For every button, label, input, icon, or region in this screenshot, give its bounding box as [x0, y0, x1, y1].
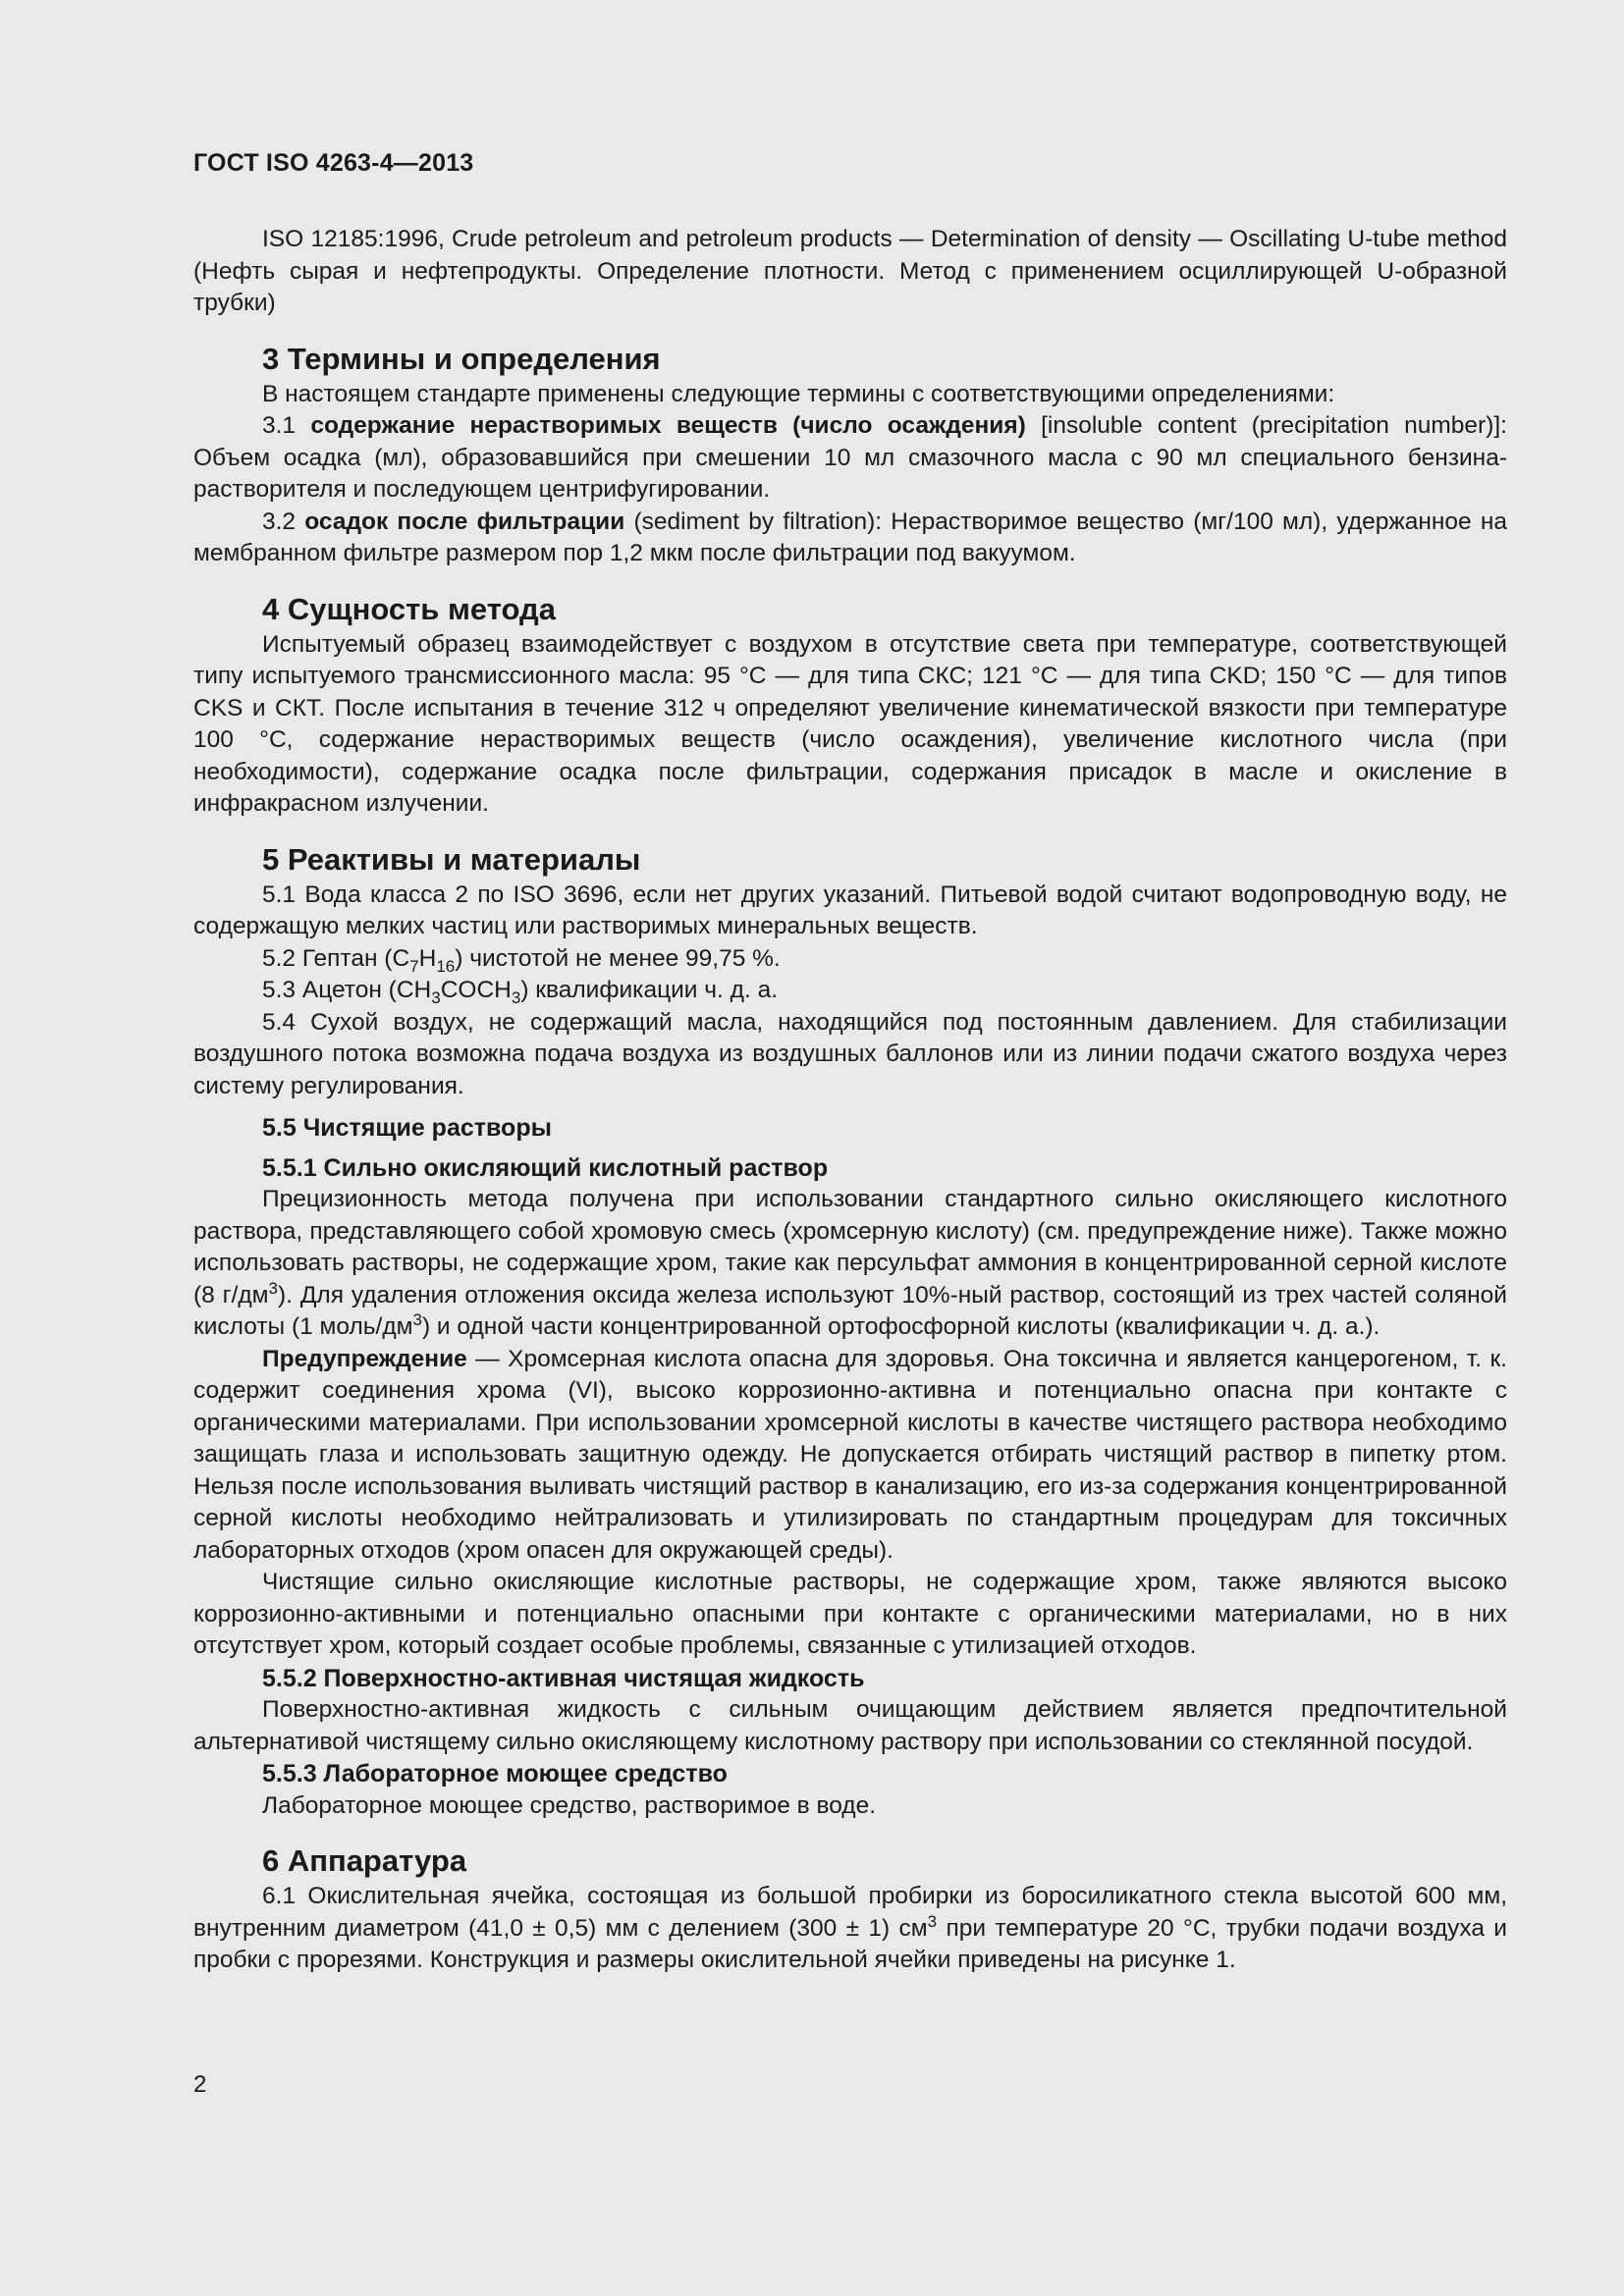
document-body [193, 224, 1507, 1977]
term-3-1-definition: [insoluble content (precipitation number)]: Объем осадка (мл), образовавшийся при смешении 10 мл смазочного масла с 90 мл специального бензина-растворителя и последующем центрифугировании. [193, 412, 1507, 503]
clause-5-5-heading: 5.5 Чистящие растворы [262, 1114, 552, 1142]
clause-5-5-1-paragraph: Прецизионность метода получена при использовании стандартного сильно окисляющего кислотного раствора, представляющего собой хромовую смесь (хромсерную кислоту) (см. предупреждение ниже). Также можно использовать растворы, не содержащие хром, такие как персульфат аммония в концентрированной серной кислоте (8 $г/дм^3$). Для удаления отложения оксида железа используют 10%-ный раствор, состоящий из трех частей соляной кислоты (1 моль/$дм^3$) и одной части концентрированной ортофосфорной кислоты (квалификации ч. д. а.). [193, 1186, 1507, 1340]
term-3-2 [193, 507, 1507, 570]
clause-5-1: 5.1 Вода класса 2 по ISO 3696, если нет других указаний. Питьевой водой считают водопроводную воду, не содержащую мелких частиц или растворимых минеральных веществ. [193, 881, 1507, 939]
section-6-title: 6 Аппаратура [262, 1843, 467, 1878]
term-3-2-definition: (sediment by filtration): Нерастворимое вещество (мг/100 мл), удержанное на мембранном фильтре размером пор 1,2 мкм после фильтрации под вакуумом. [193, 507, 1508, 566]
section-3-title: 3 Термины и определения [262, 341, 661, 376]
clause-5-3: 5.3 Ацетон $(CH_3COCH_3)$ квалификации ч. д. а. [262, 977, 779, 1007]
clause-5-2: 5.2 Гептан $(C_7H_{16})$ чистотой не менее 99,75 %. [262, 944, 781, 976]
clause-5-5-2-heading: 5.5.2 Поверхностно-активная чистящая жидкость [262, 1664, 865, 1692]
term-3-1-number: 3.1 [262, 412, 297, 439]
clause-5-5-3-paragraph: Лабораторное моющее средство, растворимое в воде. [262, 1791, 877, 1819]
clause-5-4: 5.4 Сухой воздух, не содержащий масла, находящийся под постоянным давлением. Для стабилизации воздушного потока возможна подача воздуха из воздушных баллонов или из линии подачи сжатого воздуха через систему регулирования. [193, 1008, 1507, 1099]
section-4-title: 4 Сущность метода [262, 591, 556, 626]
section-5-title: 5 Реактивы и материалы [262, 841, 641, 877]
clause-6-1: 6.1 Окислительная ячейка, состоящая из большой пробирки из боросиликатного стекла высотой 600 мм, внутренним диаметром (41,0 ± 0,5) мм с делением (300 ± 1) $см^3$ при температуре 20 °С, трубки подачи воздуха и пробки с прорезями. Конструкция и размеры окислительной ячейки приведены на рисунке 1. [193, 1883, 1507, 1973]
page-number: 2 [193, 2071, 207, 2098]
clause-5-5-1-note: Чистящие сильно окисляющие кислотные растворы, не содержащие хром, также являются высоко коррозионно-активными и потенциально опасными при контакте с органическими материалами, но в них отсутствует хром, который создает особые проблемы, связанные с утилизацией отходов. [193, 1569, 1507, 1659]
warning-label: Предупреждение [262, 1345, 467, 1372]
term-3-2-name: осадок после фильтрации [304, 507, 625, 535]
clause-5-5-2-paragraph: Поверхностно-активная жидкость с сильным очищающим действием является предпочтительной альтернативой чистящему сильно окисляющему кислотному раствору при использовании со стеклянной посудой. [193, 1696, 1507, 1755]
section-3-intro: В настоящем стандарте применены следующие термины с соответствующими определениями: [262, 380, 1335, 407]
clause-5-5-3-heading: 5.5.3 Лабораторное моющее средство [262, 1760, 728, 1788]
clause-5-5-1-heading: 5.5.1 Сильно окисляющий кислотный раствор [262, 1153, 829, 1182]
term-3-2-number: 3.2 [262, 507, 297, 535]
warning-text: — Хромсерная кислота опасна для здоровья. Она токсична и является канцерогеном, т. к. содержит соединения хрома (VI), высоко коррозионно-активна и потенциально опасна при контакте с органическими материалами. При использовании хромсерной кислоты в качестве чистящего раствора необходимо защищать глаза и использовать защитную одежду. Не допускается отбирать чистящий раствор в пипетку ртом. Нельзя после использования выливать чистящий раствор в канализацию, его из-за содержания концентрированной серной кислоты необходимо нейтрализовать и утилизировать по стандартным процедурам для токсичных лабораторных отходов (хром опасен для окружающей среды). [193, 1345, 1507, 1564]
document-header: ГОСТ ISO 4263-4—2013 [193, 149, 474, 177]
warning-paragraph [193, 1344, 1507, 1568]
term-3-1-name: содержание нерастворимых веществ (число осаждения) [310, 412, 1026, 439]
term-3-1 [193, 410, 1507, 507]
normative-reference: ISO 12185:1996, Crude petroleum and petroleum products — Determination of density — Oscillating U-tube method (Нефть сырая и нефтепродукты. Определение плотности. Метод с применением осциллирующей U-образной трубки) [193, 226, 1507, 316]
section-4-paragraph: Испытуемый образец взаимодействует с воздухом в отсутствие света при температуре, соответствующей типу испытуемого трансмиссионного масла: 95 °С — для типа СКС; 121 °С — для типа CKD; 150 °С — для типов CKS и СКТ. После испытания в течение 312 ч определяют увеличение кинематической вязкости при температуре 100 °С, содержание нерастворимых веществ (число осаждения), увеличение кислотного числа (при необходимости), содержание осадка после фильтрации, содержания присадок в масле и окисление в инфракрасном излучении. [193, 630, 1507, 817]
